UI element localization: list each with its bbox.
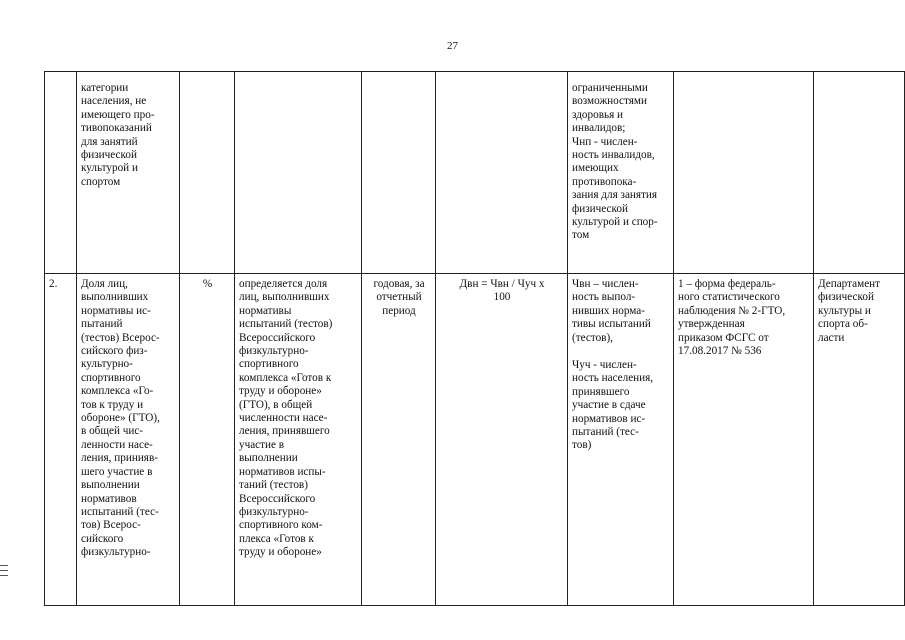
page-number: 27 — [447, 40, 458, 52]
variables-cell: ограниченными возможностями здоровья и инвалидов; Чнп - числен- ность инвалидов, имеющих противопока- зания для занятия физической культурой и спор- том — [568, 72, 674, 274]
periodicity-cell: годовая, за отчетный период — [362, 274, 436, 606]
margin-mark — [0, 565, 8, 583]
formula-cell: Двн = Чвн / Чуч x 100 — [436, 274, 568, 606]
table-row — [45, 72, 905, 274]
variables-cell — [568, 274, 674, 606]
indicator-name-cell: Доля лиц, выполнивших нормативы ис- пытаний (тестов) Всерос- сийского физ- культурно- спортивного комплекса «Го- тов к труду и обороне» (ГТО), в общей чис- ленности насе- ления, принияв- шего участие в выполнении нормативов испытаний (тес- тов) Всерос- сийского физкультурно- — [77, 274, 180, 606]
row-number-cell — [45, 72, 77, 274]
responsible-cell — [814, 72, 905, 274]
unit-cell — [180, 72, 235, 274]
indicator-table — [44, 71, 905, 606]
definition-cell — [235, 72, 362, 274]
variable-chvn-text: Чвн – числен- ность выпол- нивших норма- тивы испытаний (тестов), — [572, 278, 651, 344]
periodicity-cell — [362, 72, 436, 274]
variable-chuch-text: Чуч - числен- ность населения, принявшего участие в сдаче нормативов ис- пытаний (тес- тов) — [572, 359, 654, 452]
formula-cell — [436, 72, 568, 274]
data-source-cell — [674, 72, 814, 274]
responsible-cell: Департамент физической культуры и спорта об- ласти — [814, 274, 905, 606]
definition-cell: определяется доля лиц, выполнивших нормативы испытаний (тестов) Всероссийского физкультурно- спортивного комплекса «Готов к труду и обороне» (ГТО), в общей численности насе- ления, принявшего участие в выполнении нормативов испы- таний (тестов) Всероссийского физкультурно- спортивного ком- плекса «Готов к труду и обороне» — [235, 274, 362, 606]
data-source-cell: 1 – форма федераль- ного статистического наблюдения № 2-ГТО, утвержденная приказом ФСГС от 17.08.2017 № 536 — [674, 274, 814, 606]
table-row — [45, 274, 905, 606]
indicator-name-cell: категории населения, не имеющего про- тивопоказаний для занятий физической культурой и спортом — [77, 72, 180, 274]
row-number-cell: 2. — [45, 274, 77, 606]
unit-cell: % — [180, 274, 235, 606]
